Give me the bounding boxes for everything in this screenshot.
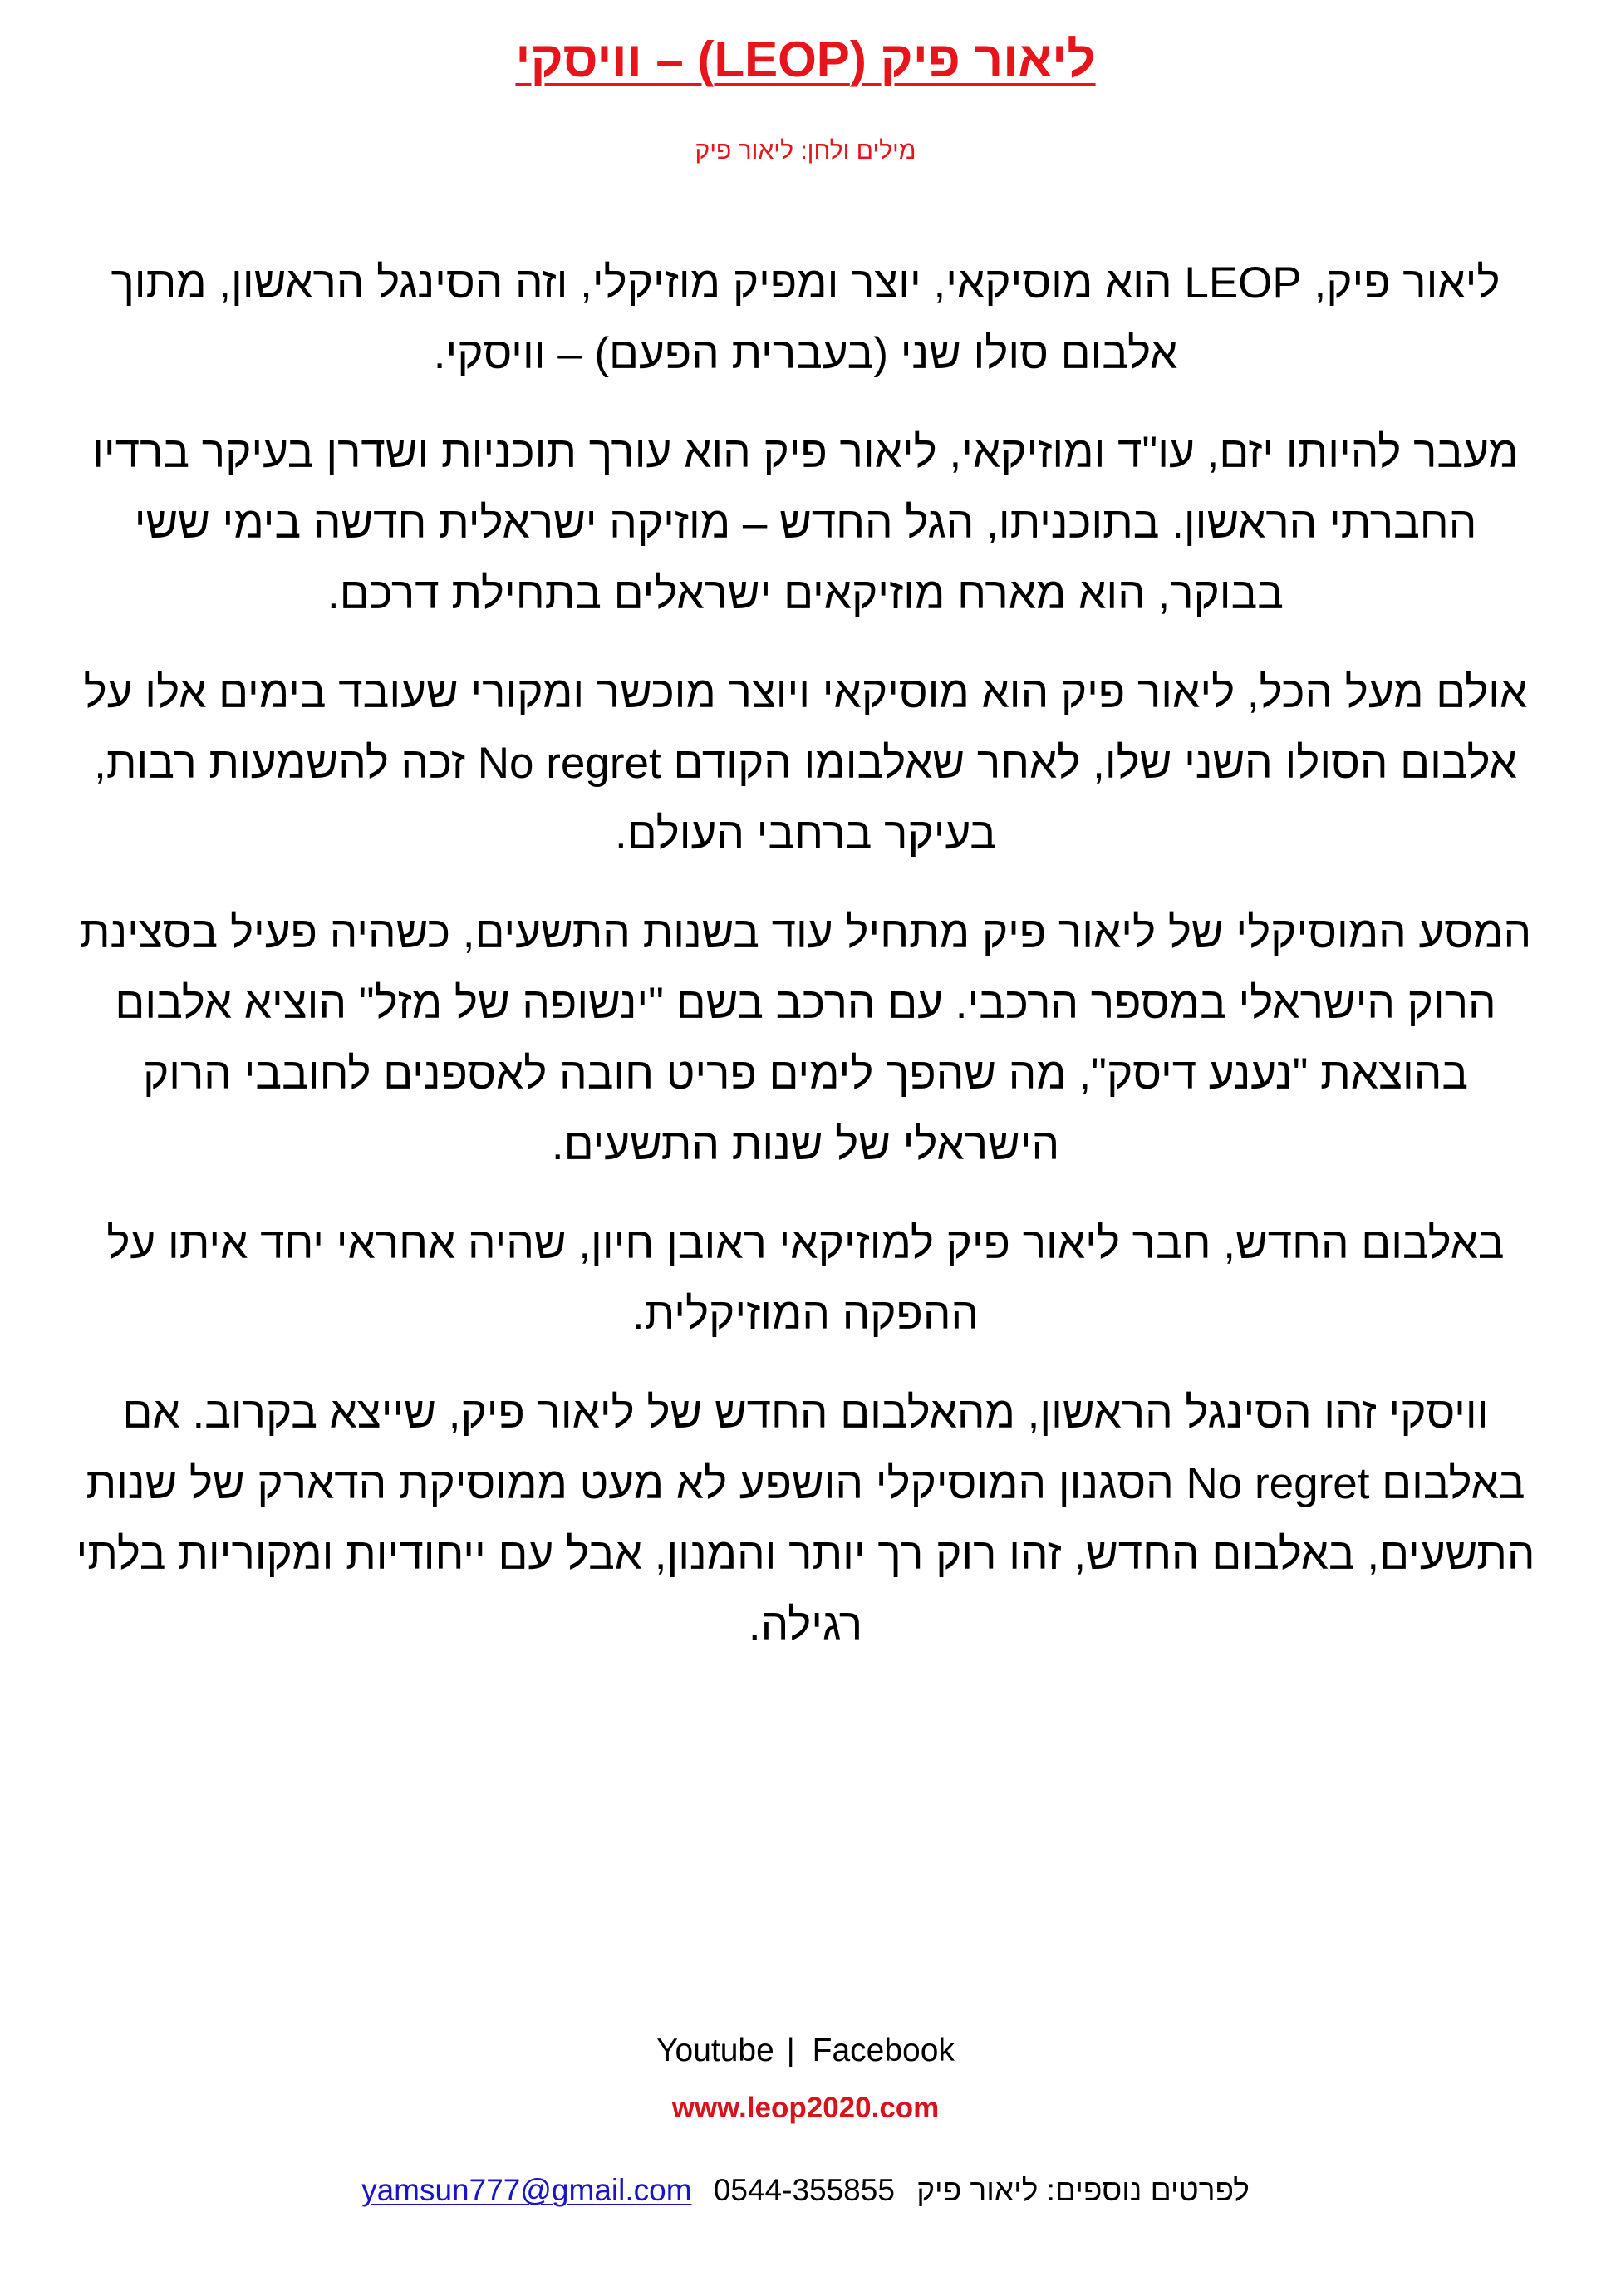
- article-body: [66, 248, 1545, 1689]
- contact-label: לפרטים נוספים: ליאור פיק: [916, 2173, 1250, 2207]
- paragraph-collaboration: [66, 1208, 1545, 1350]
- paragraph-text: אולם מעל הכל, ליאור פיק הוא מוסיקאי ויוצר מוכשר ומקורי שעובד בימים אלו על אלבום הסולו השני שלו, לאחר שאלבומו הקודם No regret זכה להשמעות רבות, בעיקר ברחבי העולם.: [83, 668, 1528, 858]
- paragraph-text: באלבום החדש, חבר ליאור פיק למוזיקאי ראובן חיון, שהיה אחראי יחד איתו על ההפקה המוזיקלית.: [106, 1219, 1505, 1339]
- email-link[interactable]: yamsun777@gmail.com: [361, 2173, 692, 2207]
- social-links: [0, 2030, 1611, 2072]
- phone-number: 0544-355855: [713, 2173, 895, 2207]
- paragraph-radio-show: [66, 417, 1545, 629]
- page-title: ליאור פיק (LEOP) – וויסקי: [515, 32, 1096, 87]
- website-link[interactable]: www.leop2020.com: [671, 2092, 940, 2124]
- paragraph-intro: [66, 248, 1545, 389]
- youtube-link[interactable]: Youtube: [656, 2033, 774, 2068]
- facebook-link[interactable]: Facebook: [812, 2033, 955, 2068]
- paragraph-text: המסע המוסיקלי של ליאור פיק מתחיל עוד בשנות התשעים, כשהיה פעיל בסצינת הרוק הישראלי במספר הרכבי. עם הרכב בשם "ינשופה של מזל" הוציא אלבום בהוצאת "נענע דיסק", מה שהפך לימים פריט חובה לאספנים לחובבי הרוק הישראלי של שנות התשעים.: [79, 908, 1532, 1169]
- paragraph-text: וויסקי זהו הסינגל הראשון, מהאלבום החדש של ליאור פיק, שייצא בקרוב. אם באלבום No regret הסגנון המוסיקלי הושפע לא מעט ממוסיקת הדארק של שנות התשעים, באלבום החדש, זהו רוק רך יותר והמנון, אבל עם ייחודיות ומקוריות בלתי רגילה.: [76, 1389, 1535, 1649]
- paragraph-text: ליאור פיק, LEOP הוא מוסיקאי, יוצר ומפיק מוזיקלי, וזה הסינגל הראשון, מתוך אלבום סולו שני (בעברית הפעם) – וויסקי.: [111, 258, 1500, 378]
- credits-line: מילים ולחן: ליאור פיק: [695, 137, 916, 165]
- paragraph-single: [66, 1378, 1545, 1660]
- paragraph-second-album: [66, 657, 1545, 869]
- contact-line: [0, 2170, 1611, 2211]
- link-separator: |: [786, 2033, 795, 2068]
- paragraph-history: [66, 897, 1545, 1180]
- paragraph-text: מעבר להיותו יזם, עו"ד ומוזיקאי, ליאור פיק הוא עורך תוכניות ושדרן בעיקר ברדיו החברתי הראשון. בתוכניתו, הגל החדש – מוזיקה ישראלית חדשה בימי ששי בבוקר, הוא מארח מוזיקאים ישראלים בתחילת דרכם.: [92, 428, 1519, 618]
